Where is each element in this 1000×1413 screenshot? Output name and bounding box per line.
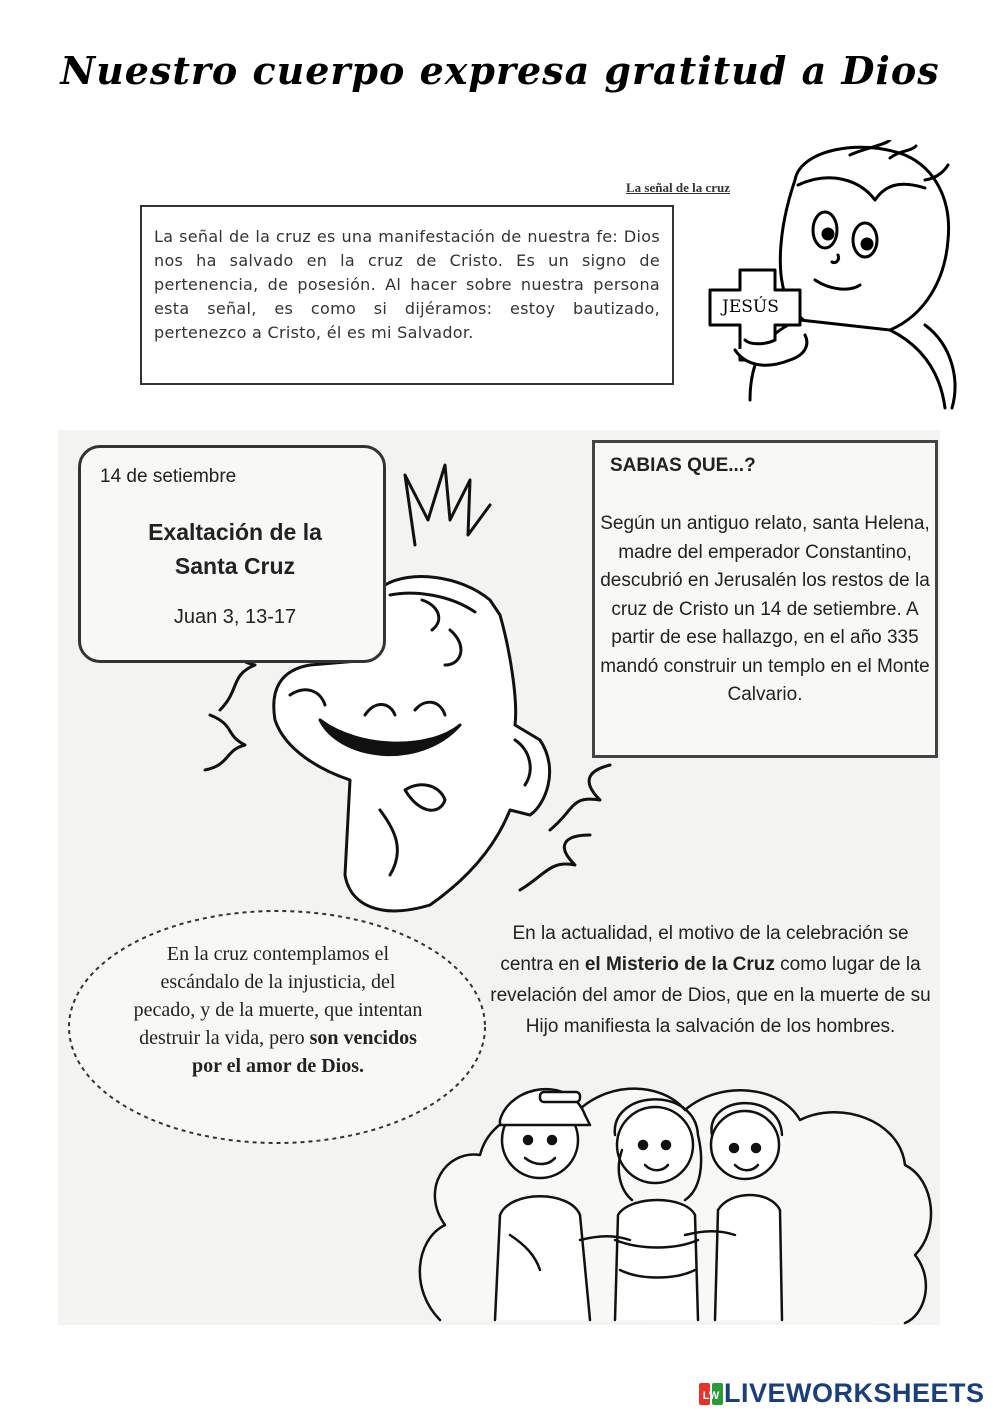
- liveworksheets-logo-badge: [698, 1380, 724, 1408]
- intro-text: La señal de la cruz es una manifestación de nuestra fe: Dios nos ha salvado en la cruz de Cristo. Es un signo de pertenencia, de posesión. Al hacer sobre nuestra persona esta señal, es como si dijéramos: estoy bautizado, pertenezco a Cristo, él es mi Salvador.: [154, 227, 660, 342]
- liveworksheets-logo: [698, 1378, 985, 1408]
- actualidad-text-part1: En la actualidad, el motivo de la celebración se centra en: [500, 923, 909, 975]
- logo-badge-text: LW: [702, 1389, 720, 1402]
- boy-with-cross-illustration: [690, 140, 960, 410]
- actualidad-text-bold: el Misterio de la Cruz: [584, 954, 775, 975]
- cross-text: JESÚS: [722, 297, 779, 317]
- feast-name-line2: Santa Cruz: [174, 553, 296, 579]
- actualidad-text: [488, 918, 933, 1042]
- children-cloud-illustration: [400, 1040, 940, 1325]
- bible-reference: Juan 3, 13-17: [173, 606, 297, 628]
- liveworksheets-logo-text: LIVEWORKSHEETS: [724, 1378, 985, 1408]
- sabias-que-title: SABIAS QUE...?: [610, 455, 756, 476]
- feast-name-line1: Exaltación de la: [148, 519, 322, 545]
- feast-name: [110, 515, 360, 583]
- page-title: Nuestro cuerpo expresa gratitud a Dios: [60, 48, 940, 93]
- intro-box: [140, 205, 674, 385]
- cross-sign-caption: La señal de la cruz: [626, 180, 730, 195]
- actualidad-text-part2: como lugar de la revelación del amor de Dios, que en la muerte de su Hijo manifiesta la salvación de los hombres.: [490, 954, 931, 1037]
- ellipse-text-bold1: son vencidos: [309, 1027, 417, 1049]
- ellipse-text: [128, 940, 428, 1080]
- ellipse-text-bold2: por el amor de Dios.: [191, 1055, 365, 1077]
- sabias-que-text: Según un antiguo relato, santa Helena, madre del emperador Constantino, descubrió en Jerusalén los restos de la cruz de Cristo un 14 de setiembre. A partir de ese hallazgo, en el año 335 mandó construir un templo en el Monte Calvario.: [600, 513, 930, 705]
- feast-date: 14 de setiembre: [100, 466, 237, 487]
- ellipse-text-part1: En la cruz contemplamos el escándalo de la injusticia, del pecado, y de la muerte, que intentan destruir la vida, pero: [133, 943, 423, 1049]
